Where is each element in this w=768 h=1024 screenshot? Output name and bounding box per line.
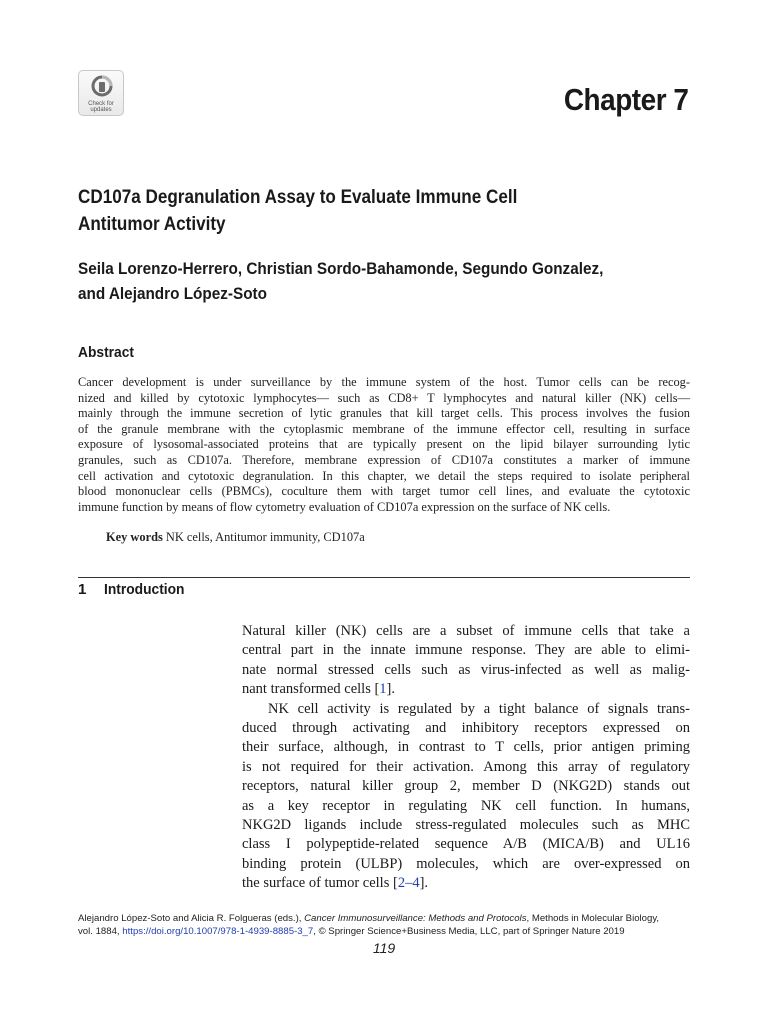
body-text: nant transformed cells [ [242, 681, 380, 698]
abstract-line: Cancer development is under surveillance by the immune system of the host. Tumor cells can be recog- [78, 375, 690, 389]
keywords-label: Key words [106, 530, 163, 544]
section-number: 1 [78, 581, 87, 598]
section-heading: Introduction [104, 581, 185, 598]
body-text: ]. [386, 681, 396, 698]
abstract-body [78, 375, 690, 515]
body-line: NKG2D ligands include stress-regulated molecules such as MHC [242, 817, 690, 834]
abstract-line: cell activation and cytotoxic degranulation. In this chapter, we detail the steps required to isolate peripheral [78, 468, 690, 483]
page-number: 119 [372, 940, 396, 956]
abstract-line: immune function by means of flow cytometry evaluation of CD107a expression on the surface of NK cells. [78, 499, 611, 514]
footer-copyright: , © Springer Science+Business Media, LLC, part of Springer Nature 2019 [313, 925, 625, 937]
body-line: central part in the innate immune response. They are able to elimi- [242, 642, 690, 659]
body-line: their surface, although, in contrast to T cells, prior antigen priming [242, 739, 690, 756]
authors-line-1: Seila Lorenzo-Herrero, Christian Sordo-Bahamonde, Segundo Gonzalez, [78, 259, 604, 278]
body-line: NK cell activity is regulated by a tight balance of signals trans- [268, 700, 690, 717]
body-line: class I polypeptide-related sequence A/B (MICA/B) and UL16 [242, 836, 690, 853]
footer-line-2 [78, 926, 718, 939]
badge-line-1: Check for [88, 101, 114, 107]
abstract-line: mainly through the immune secretion of lytic granules that kill target cells. This process involves the fusion [78, 406, 690, 421]
authors-line-2: and Alejandro López-Soto [78, 284, 267, 303]
citation-footer [78, 913, 718, 938]
footer-line-1 [78, 913, 718, 926]
title-line-1: CD107a Degranulation Assay to Evaluate Immune Cell [78, 187, 518, 208]
author-list [78, 256, 690, 306]
introduction-body [242, 622, 690, 894]
abstract-heading: Abstract [78, 344, 134, 361]
body-line: Natural killer (NK) cells are a subset of immune cells that take a [242, 623, 690, 639]
body-line [242, 874, 690, 893]
footer-book-title: Cancer Immunosurveillance: Methods and Protocols [304, 913, 527, 924]
body-line: binding protein (ULBP) molecules, which are over-expressed on [242, 855, 690, 872]
body-line: receptors, natural killer group 2, member D (NKG2D) stands out [242, 778, 690, 795]
paper-title [78, 184, 636, 238]
citation-link[interactable]: 2–4 [397, 875, 420, 892]
abstract-line: of the granule membrane with the cytoplasmic membrane of the immune effector cell, resulting in surface [78, 421, 690, 436]
section-divider [78, 577, 690, 578]
keywords-text: NK cells, Antitumor immunity, CD107a [165, 530, 365, 544]
body-text: the surface of tumor cells [ [242, 875, 398, 892]
body-text: ]. [419, 875, 429, 892]
chapter-label: Chapter 7 [563, 82, 688, 117]
abstract-line: granules, such as CD107a. Therefore, membrane expression of CD107a constitutes a marker of immune [78, 452, 690, 467]
body-line: nate normal stressed cells such as virus-infected as well as malig- [242, 661, 690, 678]
footer-editors: Alejandro López-Soto and Alicia R. Folgueras (eds.), [78, 913, 302, 924]
badge-line-2: updates [90, 107, 112, 113]
title-line-2: Antitumor Activity [78, 214, 226, 235]
check-for-updates-badge[interactable] [78, 70, 124, 116]
body-line: as a key receptor in regulating NK cell function. In humans, [242, 797, 690, 814]
abstract-line: blood mononuclear cells (PBMCs), coculture them with target tumor cell lines, and evaluate the cytotoxic [78, 484, 690, 499]
footer-series: , Methods in Molecular Biology, [526, 913, 660, 924]
footer-volume: vol. 1884, [78, 925, 120, 937]
body-line: duced through activating and inhibitory receptors expressed on [242, 720, 690, 737]
doi-link[interactable]: https://doi.org/10.1007/978-1-4939-8885-3_7 [122, 925, 314, 937]
abstract-line: nized and killed by cytotoxic lymphocytes— such as CD8+ T lymphocytes and natural killer (NK) cells— [78, 390, 690, 405]
keywords [106, 530, 365, 545]
abstract-line: exposure of lysosomal-associated proteins that are typically present on the lipid bilayer surrounding lytic [78, 437, 690, 452]
citation-link[interactable]: 1 [379, 681, 387, 698]
body-line: is not required for their activation. Among this array of regulatory [242, 758, 690, 775]
body-line [242, 680, 690, 699]
refresh-icon [91, 75, 113, 99]
